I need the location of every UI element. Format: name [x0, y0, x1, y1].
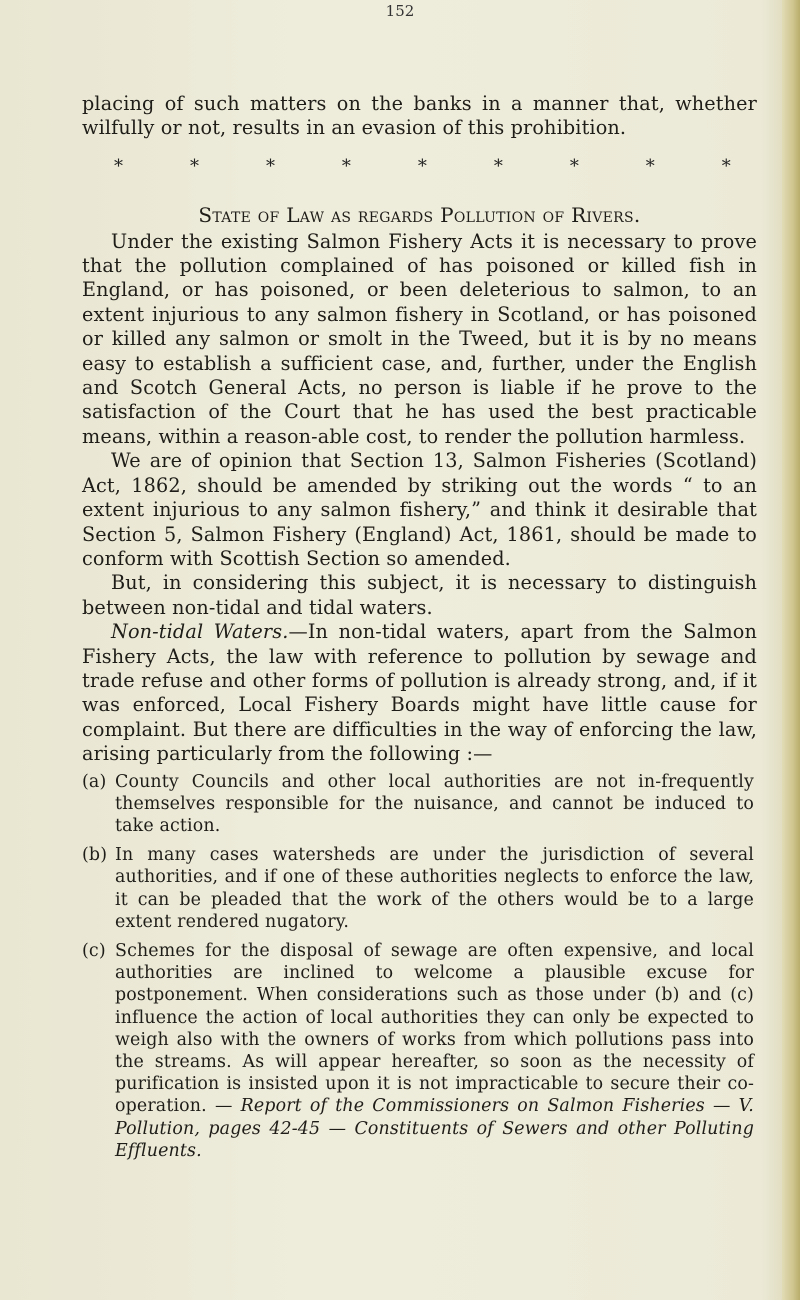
item-label: (c): [82, 940, 106, 961]
list-item: [82, 771, 757, 838]
list-item: [82, 940, 757, 1162]
star: *: [493, 155, 503, 177]
star: *: [645, 155, 655, 177]
page-number: 152: [385, 2, 415, 20]
star: *: [341, 155, 352, 177]
star: *: [721, 155, 731, 177]
difficulty-list: [82, 771, 757, 1162]
item-text: County Councils and other local authorities are not in-frequently themselves responsible for the nuisance, and cannot be induced to take action.: [115, 771, 754, 836]
page-text: [82, 92, 757, 1169]
list-item: [82, 844, 757, 933]
star: *: [265, 155, 276, 177]
star: *: [189, 155, 200, 177]
item-text: In many cases watersheds are under the jurisdiction of several authorities, and if one of these authorities neglects to enforce the law, it can be pleaded that the work of the others would be to a large extent rendered nugatory.: [115, 845, 754, 932]
section-heading: State of Law as regards Pollution of Rivers.: [198, 203, 641, 228]
item-label: (b): [82, 845, 108, 866]
item-text: Schemes for the disposal of sewage are often expensive, and local authorities are inclined to welcome a plausible excuse for postponement. When considerations such as those under (b) and (c) influence the action of local authorities they can only be expected to weigh also with the owners of works from which pollutions pass into the streams. As will appear hereafter, so soon as the necessity of purification is insisted upon it is not impracticable to secure their co-operation. —: [115, 940, 754, 1117]
page-edge: [782, 0, 800, 1300]
paragraph: We are of opinion that Section 13, Salmon Fisheries (Scotland) Act, 1862, should be amended by striking out the words “ to an extent injurious to any salmon fishery,” and think it desirable that Section 5, Salmon Fishery (England) Act, 1861, should be made to conform with Scottish Section so amended.: [82, 449, 757, 570]
non-tidal-title: Non-tidal Waters.: [111, 620, 289, 644]
report-reference: Report of the Commissioners on Salmon Fisheries — V. Pollution, pages 42-45 — Constituents of Sewers and other Polluting Effluents.: [115, 1096, 754, 1161]
star: *: [417, 155, 428, 177]
item-label: (a): [82, 771, 107, 792]
paragraph: But, in considering this subject, it is necessary to distinguish between non-tidal and tidal waters.: [82, 571, 757, 619]
non-tidal-paragraph: [82, 620, 757, 766]
opening-paragraph: placing of such matters on the banks in a manner that, whether wilfully or not, results in an evasion of this prohibition.: [82, 92, 757, 140]
item-body: [115, 940, 757, 1162]
paragraph: Under the existing Salmon Fishery Acts it is necessary to prove that the pollution complained of has poisoned or killed fish in England, or has poisoned, or been deleterious to salmon, to an extent injurious to any salmon fishery in Scotland, or has poisoned or killed any salmon or smolt in the Tweed, but it is by no means easy to establish a sufficient case, and, further, under the English and Scotch General Acts, no person is liable if he prove to the satisfaction of the Court that he has used the best practicable means, within a reason-able cost, to render the pollution harmless.: [82, 229, 757, 448]
star-separator: [114, 155, 731, 179]
star: *: [114, 155, 124, 177]
star: *: [569, 155, 579, 177]
non-tidal-text: —In non-tidal waters, apart from the Salmon Fishery Acts, the law with reference to pollution by sewage and trade refuse and other forms of pollution is already strong, and, if it was enforced, Local Fishery Boards might have little cause for complaint. But there are difficulties in the way of enforcing the law, arising particularly from the following :—: [82, 620, 758, 766]
